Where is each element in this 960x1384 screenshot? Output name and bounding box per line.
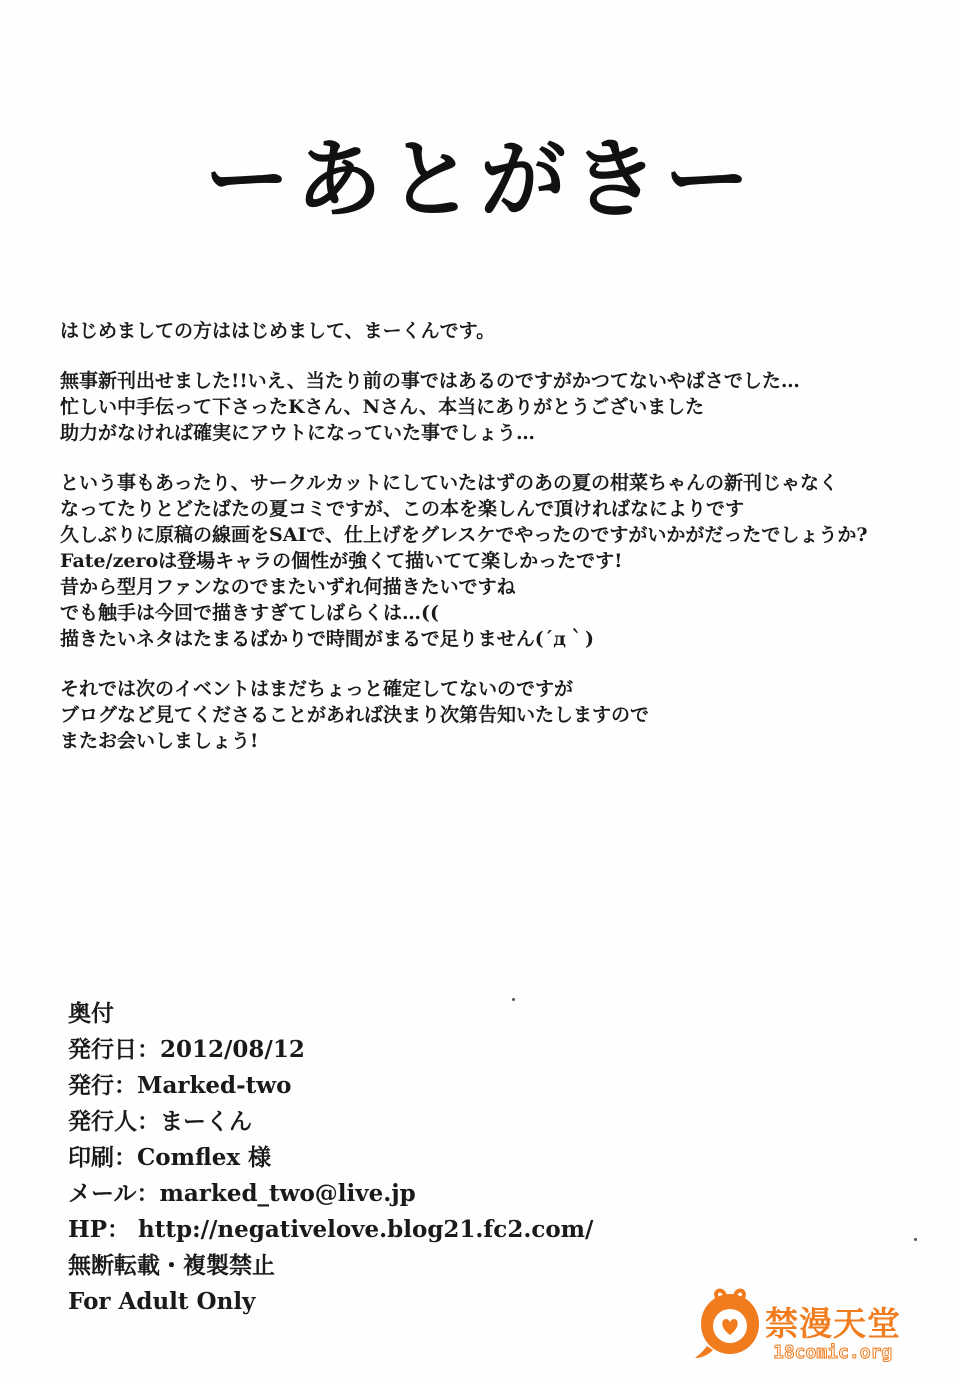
colophon-issuer: 発行人：まーくん — [68, 1108, 252, 1135]
mascot-logo-icon — [693, 1288, 767, 1362]
text-line: 描きたいネタはたまるばかりで時間がまるで足りません(´д｀) — [60, 628, 594, 650]
colophon-issue-date: 発行日：2012/08/12 — [68, 1036, 305, 1063]
text-line: 昔から型月ファンなのでまたいずれ何描きたいですね — [60, 576, 516, 598]
text-line: でも触手は今回で描きすぎてしばらくは…(( — [60, 602, 439, 624]
text-line: それでは次のイベントはまだちょっと確定してないのですが — [60, 678, 574, 700]
colophon-printer: 印刷：Comflex 様 — [68, 1144, 272, 1171]
page-title: ーあとがきー — [204, 130, 756, 230]
text-line: ブログなど見てくださることがあれば決まり次第告知いたしますので — [60, 704, 650, 726]
afterword-body — [60, 318, 920, 778]
text-line: 忙しい中手伝って下さったKさん、Nさん、本当にありがとうございました — [60, 396, 705, 418]
colophon-publisher: 発行：Marked-two — [68, 1072, 292, 1099]
paragraph-thanks — [60, 368, 920, 446]
text-line: 無事新刊出せました!!いえ、当たり前の事ではあるのですがかつてないやばさでした… — [60, 370, 800, 392]
text-line: 助力がなければ確実にアウトになっていた事でしょう… — [60, 422, 536, 444]
paragraph-comments — [60, 470, 920, 652]
text-line: 久しぶりに原稿の線画をSAIで、仕上げをグレスケでやったのですがいかがだったでしょうか? — [60, 524, 868, 546]
colophon-heading: 奥付 — [68, 1000, 114, 1027]
paragraph-greeting — [60, 318, 920, 344]
text-line: Fate/zeroは登場キャラの個性が強くて描いてて楽しかったです! — [60, 550, 623, 572]
watermark-subtitle: 18comic.org — [773, 1342, 893, 1363]
text-line: なってたりとどたばたの夏コミですが、この本を楽しんで頂ければなによりです — [60, 498, 745, 520]
colophon-mail: メール：marked_two@live.jp — [68, 1180, 416, 1207]
text-line: という事もあったり、サークルカットにしていたはずのあの夏の柑菜ちゃんの新刊じゃなく — [60, 472, 839, 494]
colophon-rating: For Adult Only — [68, 1288, 256, 1315]
colophon-hp: HP： http://negativelove.blog21.fc2.com/ — [68, 1216, 594, 1243]
text-line: はじめましての方ははじめまして、まーくんです。 — [60, 320, 496, 342]
colophon — [68, 996, 593, 1320]
print-speck — [512, 998, 515, 1001]
watermark-title: 禁漫天堂 — [765, 1304, 901, 1343]
paragraph-closing — [60, 676, 920, 754]
print-speck — [914, 1238, 917, 1241]
site-watermark — [693, 1282, 921, 1372]
colophon-notice: 無断転載・複製禁止 — [68, 1252, 275, 1279]
text-line: またお会いしましょう! — [60, 730, 259, 752]
